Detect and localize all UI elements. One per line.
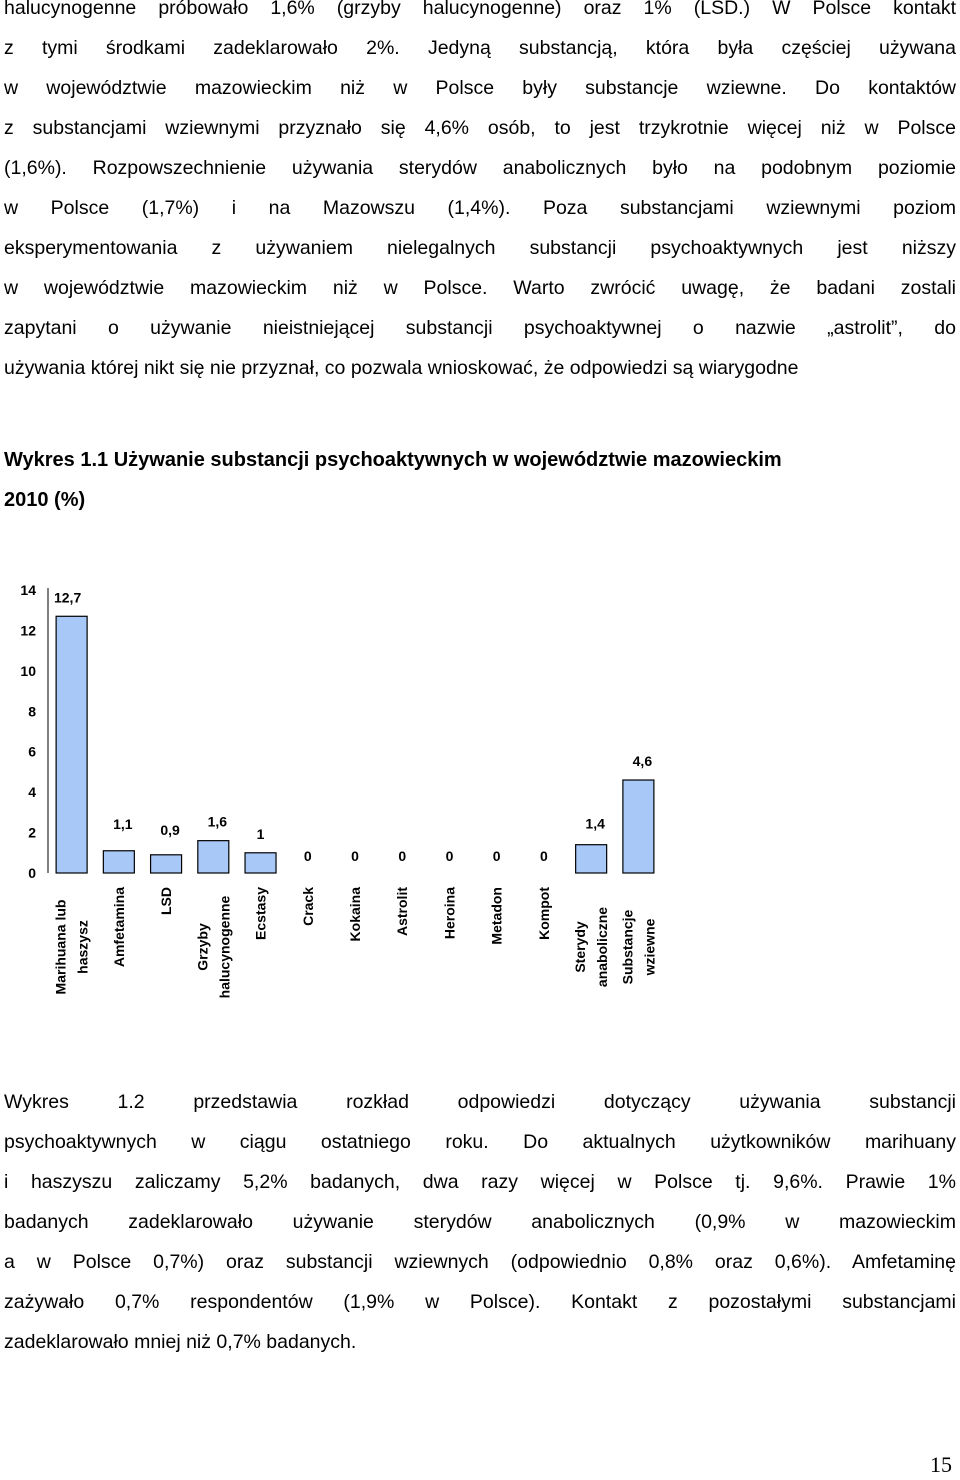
paragraph-top-line: z substancjami wziewnymi przyznało się 4,6% osób, to jest trzykrotnie więcej niż w Polsce [4,117,956,139]
bar-value-label: 0 [492,848,501,864]
x-tick-label-line: Grzyby [194,923,211,971]
paragraph-top-line: w województwie mazowieckim niż w Polsce były substancje wziewne. Do kontaktów [4,77,956,99]
x-tick-label-line: Marihuana lub [52,899,69,995]
x-tick-label [572,907,610,987]
bar [623,780,654,873]
x-tick-label-line: Substancje [619,909,636,985]
paragraph-bottom-line: zażywało 0,7% respondentów (1,9% w Polsce). Kontakt z pozostałymi substancjami [4,1291,956,1313]
x-tick-label [394,887,410,936]
bar-value-label: 0 [398,848,407,864]
x-tick-label-line: LSD [158,887,175,915]
paragraph-top-line: eksperymentowania z używaniem nielegalnych substancji psychoaktywnych jest niższy [4,237,956,259]
bar-value-label: 0 [351,848,359,864]
x-tick-label-line: Crack [299,887,316,926]
paragraph-top-line: w województwie mazowieckim niż w Polsce. Warto zwrócić uwagę, że badani zostali [4,277,956,299]
paragraph-top-line: w Polsce (1,7%) i na Mazowszu (1,4%). Poza substancjami wziewnymi poziom [4,197,956,219]
bar-value-label: 1 [256,825,265,842]
bar-value-label: 0 [303,848,312,864]
chart-caption-line2: 2010 (%) [4,489,86,511]
x-tick-label-line: Astrolit [394,887,411,936]
paragraph-bottom-line: badanych zadeklarowało używanie sterydów anabolicznych (0,9% w mazowieckim [4,1211,956,1233]
x-tick-label [194,895,232,998]
page-number: 15 [930,1452,952,1477]
x-tick-label-line: anaboliczne [594,906,611,988]
x-tick-label [489,887,505,945]
x-tick-label-line: Kokaina [347,887,363,942]
chart-caption-line1: Wykres 1.1 Używanie substancji psychoaktywnych w województwie mazowieckim [4,449,782,471]
paragraph-top-line: (1,6%). Rozpowszechnienie używania sterydów anabolicznych było na podobnym poziomie [4,157,956,179]
x-tick-label [300,887,316,926]
y-tick-label: 0 [28,865,36,881]
bar-value-label: 4,6 [632,753,653,770]
paragraph-bottom-line: zadeklarowało mniej niż 0,7% badanych. [4,1331,357,1353]
y-tick-label: 10 [20,662,36,679]
x-tick-label-line: haszysz [74,920,91,974]
y-tick-label: 8 [28,703,36,720]
x-tick-label [619,909,657,984]
bar-value-label: 12,7 [53,589,82,606]
bar [198,841,229,873]
y-tick-label: 2 [28,824,36,841]
bar [576,845,607,873]
bar-chart [0,560,960,1030]
x-tick-label-line: wziewne [641,918,658,976]
x-tick-label-line: Amfetamina [110,887,127,968]
x-tick-label-line: Kompot [535,887,552,940]
x-tick-label [536,887,552,940]
x-tick-label-line: Sterydy [572,921,589,973]
x-tick-label [347,887,363,942]
y-tick-label: 6 [28,743,36,760]
paragraph-top-line: z tymi środkami zadeklarowało 2%. Jedyną substancją, która była częściej używana [4,37,956,59]
paragraph-top-line: zapytani o używanie nieistniejącej substancji psychoaktywnej o nazwie „astrolit”, do [4,317,956,339]
paragraph-bottom-line: a w Polsce 0,7%) oraz substancji wziewnych (odpowiednio 0,8% oraz 0,6%). Amfetaminę [4,1251,956,1273]
bar-value-label: 1,6 [207,813,228,830]
x-tick-label [441,887,457,939]
x-tick-label-line: Metadon [488,887,505,945]
chart-caption [4,440,782,520]
paragraph-bottom-line: Wykres 1.2 przedstawia rozkład odpowiedzi dotyczący używania substancji [4,1091,956,1113]
bar [56,616,87,873]
y-tick-label: 12 [20,622,36,639]
y-tick-label: 14 [20,582,36,598]
x-tick-label [158,887,174,915]
paragraph-top-line: halucynogenne próbowało 1,6% (grzyby halucynogenne) oraz 1% (LSD.) W Polsce kontakt [4,0,956,19]
x-tick-label-line: Heroina [441,887,458,940]
bar-value-label: 0,9 [160,821,180,838]
bar [245,853,276,873]
bar-value-label: 1,1 [113,815,133,832]
y-tick-label: 4 [28,784,36,801]
paragraph-top [4,0,956,388]
x-tick-label [111,887,127,967]
x-tick-label-line: Ecstasy [252,887,269,940]
bar-value-label: 1,4 [585,815,605,832]
paragraph-bottom-line: i haszyszu zaliczamy 5,2% badanych, dwa razy więcej w Polsce tj. 9,6%. Prawie 1% [4,1171,956,1193]
bar-value-label: 0 [540,848,548,864]
paragraph-bottom [4,1082,956,1362]
paragraph-bottom-line: psychoaktywnych w ciągu ostatniego roku. Do aktualnych użytkowników marihuany [4,1131,956,1153]
x-tick-label [53,900,91,995]
bar [103,851,134,873]
paragraph-top-line: używania której nikt się nie przyznał, co pozwala wnioskować, że odpowiedzi są wiarygodne [4,357,799,379]
bar [151,855,182,873]
x-tick-label-line: halucynogenne [216,895,233,999]
bar-value-label: 0 [445,848,454,864]
x-tick-label [253,887,269,940]
